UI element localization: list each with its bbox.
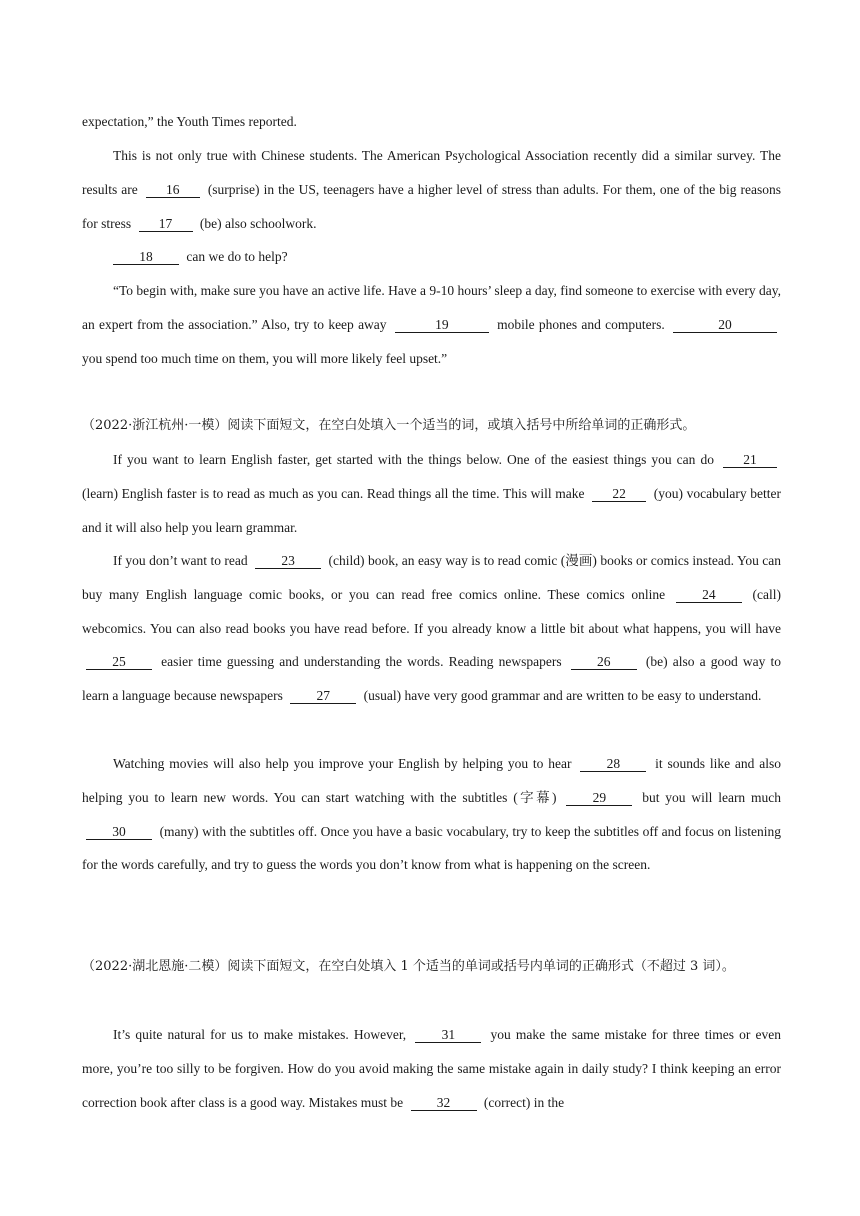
- paragraph-mistakes: [82, 1018, 781, 1119]
- blank-20[interactable]: 20: [673, 318, 777, 333]
- text: If you want to learn English faster, get started with the things below. One of the easiest things you can do: [113, 452, 714, 467]
- text: (surprise) in the US, teenagers have a higher level of stress than adults. For them, one of the big reasons for stress: [82, 181, 781, 231]
- blank-21[interactable]: 21: [723, 453, 777, 468]
- blank-16[interactable]: 16: [146, 183, 200, 198]
- paragraph-advice: [82, 274, 781, 375]
- paragraph-continuation: [82, 105, 781, 139]
- paragraph-learn-english: [82, 443, 781, 544]
- text: “To begin with, make sure you have an active life. Have a 9-10 hours’ sleep a day, find someone to exercise with every day, an expert from the association.” Also, try to keep away: [82, 283, 781, 332]
- text: （2022·浙江杭州·一模）阅读下面短文，在空白处填入一个适当的词，或填入括号中所给单词的正确形式。: [82, 418, 696, 433]
- text: It’s quite natural for us to make mistakes. However,: [113, 1027, 407, 1042]
- text: you spend too much time on them, you will more likely feel upset.”: [82, 350, 448, 366]
- blank-18[interactable]: 18: [113, 250, 179, 265]
- text: (usual) have very good grammar and are written to be easy to understand.: [363, 688, 762, 704]
- text: mobile phones and computers.: [497, 316, 665, 332]
- text: (child) book, an easy way is to read comic (漫画) books or comics instead. You can buy many English language comic books, or you can read free comics online. These comics online: [82, 553, 782, 602]
- blank-28[interactable]: 28: [580, 757, 646, 772]
- text: (be) also a good way to learn a language because newspapers: [82, 654, 781, 704]
- text: If you don’t want to read: [113, 553, 248, 568]
- text: （2022·湖北恩施·二模）阅读下面短文，在空白处填入 1 个适当的单词或括号内单词的正确形式（不超过 3 词）。: [82, 959, 735, 974]
- text: Watching movies will also help you improve your English by helping you to hear: [113, 756, 572, 771]
- blank-23[interactable]: 23: [255, 554, 321, 569]
- text: This is not only true with Chinese students. The American Psychological Association recently did a similar survey. The results are: [82, 148, 781, 197]
- text: (call) webcomics. You can also read books you have read before. If you already know a little bit about what happens, you will have: [82, 586, 781, 636]
- blank-26[interactable]: 26: [571, 655, 637, 670]
- text: (learn) English faster is to read as much as you can. Read things all the time. This will make: [82, 485, 585, 501]
- text: you make the same mistake for three times or even more, you’re too silly to be forgiven. How do you avoid making the same mistake again in daily study? I think keeping an error correction book after class is a good way. Mistakes must be: [82, 1027, 782, 1110]
- section-header-enshi: [82, 950, 781, 984]
- text: it sounds like and also helping you to learn new words. You can start watching with the subtitles (字幕): [82, 756, 782, 805]
- blank-32[interactable]: 32: [411, 1096, 477, 1111]
- blank-27[interactable]: 27: [290, 689, 356, 704]
- blank-17[interactable]: 17: [139, 217, 193, 232]
- blank-30[interactable]: 30: [86, 825, 152, 840]
- blank-22[interactable]: 22: [592, 487, 646, 502]
- blank-31[interactable]: 31: [415, 1028, 481, 1043]
- text: expectation,” the Youth Times reported.: [82, 114, 297, 129]
- blank-25[interactable]: 25: [86, 655, 152, 670]
- paragraph-movies: [82, 747, 781, 882]
- text: (correct) in the: [483, 1094, 565, 1110]
- text: (many) with the subtitles off. Once you have a basic vocabulary, try to keep the subtitles off and focus on listening for the words carefully, and try to guess the words you don’t know from what is happening on the screen.: [82, 823, 782, 873]
- blank-29[interactable]: 29: [566, 791, 632, 806]
- section-header-hangzhou: [82, 409, 781, 443]
- text: easier time guessing and understanding the words. Reading newspapers: [161, 654, 562, 670]
- paragraph-question: [82, 240, 781, 274]
- paragraph-comics: [82, 544, 781, 713]
- blank-19[interactable]: 19: [395, 318, 489, 333]
- blank-24[interactable]: 24: [676, 588, 742, 603]
- text: but you will learn much: [642, 789, 782, 805]
- text: can we do to help?: [186, 249, 288, 264]
- text: (be) also schoolwork.: [199, 215, 317, 231]
- paragraph-survey: [82, 139, 781, 240]
- text: (you) vocabulary better and it will also help you learn grammar.: [82, 485, 782, 535]
